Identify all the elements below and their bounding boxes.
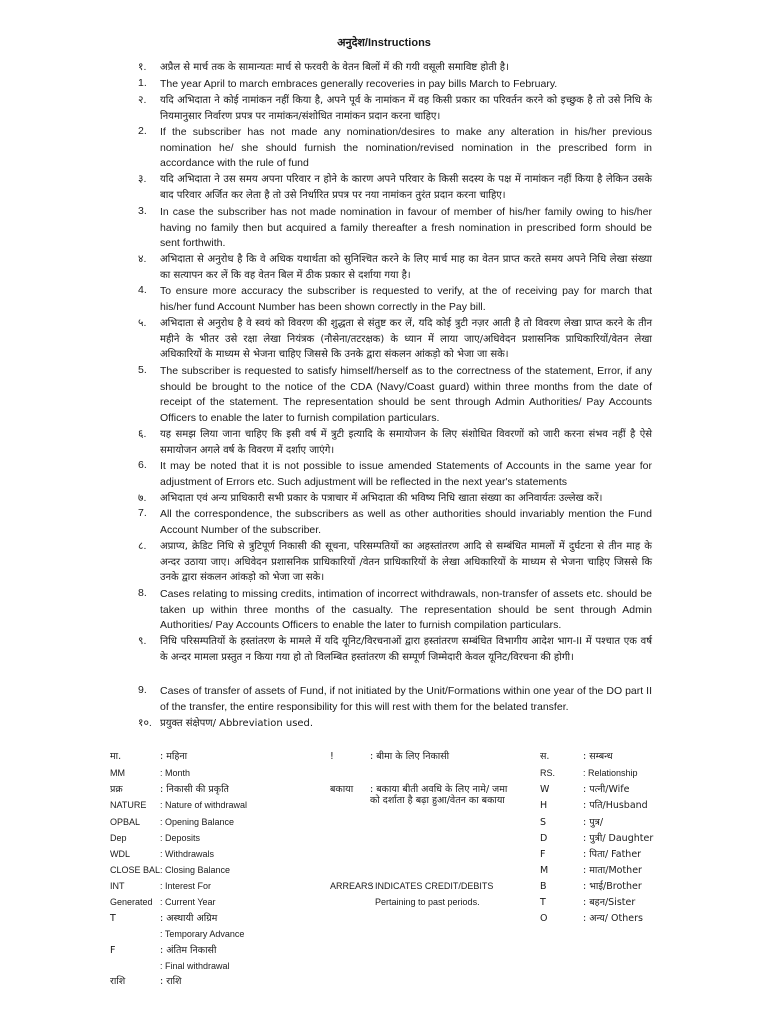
item-text: Cases relating to missing credits, intimation of incorrect withdrawals, non-transfer of assets etc. should be taken up within three months of the casualty. The representation should be sent through Admin Authorities/ Pay Accounts Officers to enable the later to furnish compilation particulars. [160,588,652,631]
abbr-key: H [540,800,548,811]
item-text: यदि अभिदाता ने उस समय अपना परिवार न होने के कारण अपने परिवार के किसी सदस्य के पक्ष में नामांकन नहीं किया है लेकिन उसके बाद परिवार अर्जित कर लेता है तो उसे निर्धारित प्रपत्र पर नया नामांकन तुरंत प्रदान करना चाहिए। [160,174,652,201]
item-text: The year April to march embraces generally recoveries in pay bills March to February. [160,78,558,90]
abbr-key: ! [330,751,334,762]
abbr-value: : अस्थायी अग्रिम [160,913,218,924]
item-number: ६. [138,428,147,440]
abbr-value: : Final withdrawal [160,961,230,971]
item-number: 7. [138,507,147,519]
item-number: २. [138,94,147,106]
abbr-key: F [540,849,546,860]
abbr-key: NATURE [110,800,147,810]
item-text: अप्राप्य, क्रेडिट निधि से त्रुटिपूर्ण निकासी की सूचना, परिसम्पतियों का अहस्तांतरण आदि से सम्बंधित मामलों में दुर्घटना से तीन माह के अन्दर उठाया जाए। अधिवेदन प्रशासनिक प्राधिकारियों /वेतन प्राधिकारियों के लेखा अधिकारियों के माध्यम से भेजना चाहिए जिससे कि उनके द्वारा संकलन आंकड़ो को भेजा जा सके। [160,541,652,583]
abbr-key: WDL [110,849,130,859]
abbr-value: : अंतिम निकासी [160,945,217,956]
item-number: 9. [138,684,147,696]
abbr-key: बकाया [330,784,354,795]
abbr-value: : बकाया बीती अवधि के लिए नामे/ जमा को दर्शाता है बढ़ा हुआ/वेतन का बकाया [370,784,508,806]
abbr-value: : Closing Balance [160,865,231,875]
abbr-value: : अन्य/ Others [583,913,643,924]
abbr-key: प्रक्र [110,784,123,795]
item-text: It may be noted that it is not possible to issue amended Statements of Accounts in the same year for adjustment of Errors etc. Such adjustment will be reflected in the next year's statements [160,460,652,488]
abbr-value: : Interest For [160,881,212,891]
abbr-value: : पुत्री/ Daughter [583,833,654,844]
abbr-value: : पत्नी/Wife [583,784,630,795]
abbr-value: : पिता/ Father [583,849,642,860]
abbr-key: मा. [110,751,122,762]
item-number: ५. [138,317,147,329]
abbr-key: F [110,945,116,956]
abbr-key: ARREARS [330,881,374,891]
abbr-key: CLOSE BAL [110,865,161,875]
item-text: All the correspondence, the subscribers as well as other authorities should invariably mention the Fund Account Number of the subscriber. [160,508,652,536]
abbr-key: Dep [110,833,127,843]
abbr-key: Generated [110,897,153,907]
item-number: 2. [138,125,147,137]
abbr-key: S [540,817,547,828]
item-number: 3. [138,205,147,217]
abbr-key: स. [540,751,550,762]
item-number: 4. [138,284,147,296]
item-number: 6. [138,459,147,471]
item-text: निधि परिसम्पतियों के हस्तांतरण के मामले में यदि यूनिट/विरचनाओं द्वारा हस्तांतरण सम्बंधित विभागीय आदेश भाग-II में पश्चात एक वर्ष के अन्दर मामला प्रस्तुत न किया गया हो तो विलम्बित हस्तांतरण की सम्पूर्ण जिम्मेदारी केवल यूनिट/विरचना की होगी। [160,636,652,663]
abbr-key: W [540,784,550,795]
item-text: अप्रैल से मार्च तक के सामान्यतः मार्च से फरवरी के वेतन बिलों में की गयी वसूली समाविष्ट होती है। [160,62,509,73]
item-text: If the subscriber has not made any nomination/desires to make any alteration in his/her previous nomination he/ she should furnish the nomination/revised nomination in the prescribed form in accordance with the rule of fund [160,126,652,169]
abbr-value: : बहन/Sister [583,897,636,908]
item-text: अभिदाता एवं अन्य प्राधिकारी सभी प्रकार के पत्राचार में अभिदाता की भविष्य निधि खाता संख्या का अनिवार्यतः उल्लेख करें। [160,493,603,504]
abbr-key: T [110,913,116,924]
abbr-key: RS. [540,768,556,778]
abbr-key: D [540,833,548,844]
item-number: 5. [138,364,147,376]
item-number: ७. [138,492,147,504]
item-number: ८. [138,540,147,552]
item-number: 1. [138,77,147,89]
item-number: ४. [138,253,147,265]
abbr-value: : Nature of withdrawal [160,800,248,810]
abbr-value: : Relationship [583,768,638,778]
abbr-value: : महिना [160,751,188,762]
item-number: ९. [138,635,147,647]
abbr-key: MM [110,768,125,778]
abbr-key: O [540,913,548,924]
item-text: यदि अभिदाता ने कोई नामांकन नहीं किया है, अपने पूर्व के नामांकन में वह किसी प्रकार का परिवर्तन करने को इच्छुक है तो उसे निधि के नियमानुसार निर्वारण प्रपत्र पर नामांकन/संशोधित नामांकन प्रदान करना चाहिए। [160,95,652,122]
abbr-value: : निकासी की प्रकृति [160,784,229,795]
item-text: अभिदाता से अनुरोध है वे स्वयं को विवरण की शुद्धता से संतुष्ट कर लें, यदि कोई त्रुटी नज़र आती है तो विवरण लेखा प्राप्त करने के तीन महीने के भीतर उसे रक्षा लेखा नियंत्रक (नौसेना/तटरक्षक) के ध्यान में लाया जाए/अधिवेदन प्रशासनिक प्राधिकारियों/वेतन लेखा अधिकारियों के माध्यम से भेजना चाहिए जिससे कि उनके द्वारा संकलन आंकड़ो को भेजा जा सके। [160,318,652,360]
item-text: अभिदाता से अनुरोध है कि वे अधिक यथार्थता को सुनिश्चित करने के लिए मार्च माह का वेतन प्राप्त करते समय अपने निधि लेखा संख्या का सत्यापन कर लें कि वह वेतन बिल में ठीक प्रकार से दर्शाया गया है। [160,254,652,281]
item-text: To ensure more accuracy the subscriber is requested to verify, at the of receiving pay for march that his/her fund Account Number has been shown correctly in the Pay bill. [160,285,652,313]
abbr-key: B [540,881,547,892]
page-title: अनुदेश/Instructions [337,37,431,49]
abbr-value: : पति/Husband [583,800,648,811]
abbr-value: : Month [160,768,191,778]
item-text: यह समझ लिया जाना चाहिए कि इसी वर्ष में त्रुटी इत्यादि के समायोजन के लिए संशोधित विवरणों को जारी करना संभव नहीं है ऐसे समायोजन अगले वर्ष के विवरण में दर्शाए जाएंगे। [160,429,652,456]
abbr-key: T [540,897,546,908]
abbr-value: : Deposits [160,833,201,843]
item-text: In case the subscriber has not made nomination in favour of member of his/her family owing to his/her having no family then but acquired a family thereafter a fresh nomination in prescribed form should be sent forthwith. [160,206,652,249]
abbr-value: : Opening Balance [160,817,235,827]
abbr-value: : Temporary Advance [160,929,245,939]
abbr-key: M [540,865,549,876]
abbr-key: INT [110,881,125,891]
abbr-value: : Withdrawals [160,849,215,859]
item-number: १०. [138,717,152,729]
abbr-value: : माता/Mother [583,865,642,876]
item-number: ३. [138,173,147,185]
abbr-value: : INDICATES CREDIT/DEBITS [370,881,494,891]
item-text: The subscriber is requested to satisfy himself/herself as to the correctness of the statement, Error, if any should be brought to the notice of the CDA (Navy/Coast guard) within three months from the date of receipt of the statement. The representation should be sent through Admin Authorities/ Pay Accounts Officers to enable the later to furnish compilation particulars. [160,365,652,424]
abbr-value: : पुत्र/ [583,817,604,828]
abbr-value: : बीमा के लिए निकासी [370,751,450,762]
item-text: प्रयुक्त संक्षेपण/ Abbreviation used. [160,718,314,729]
abbr-value: Pertaining to past periods. [375,897,480,907]
abbr-value: : Current Year [160,897,216,907]
abbr-value: : भाई/Brother [583,881,642,892]
abbr-value: : सम्बन्ध [583,751,613,762]
item-text: Cases of transfer of assets of Fund, if not initiated by the Unit/Formations within one year of the DO part II of the transfer, the entire responsibility for this will rest with them for the belated transfer. [160,685,652,713]
item-number: 8. [138,587,147,599]
item-number: १. [138,61,147,73]
abbr-key: राशि [110,976,126,987]
abbr-key: OPBAL [110,817,141,827]
abbr-value: : राशि [160,976,182,987]
